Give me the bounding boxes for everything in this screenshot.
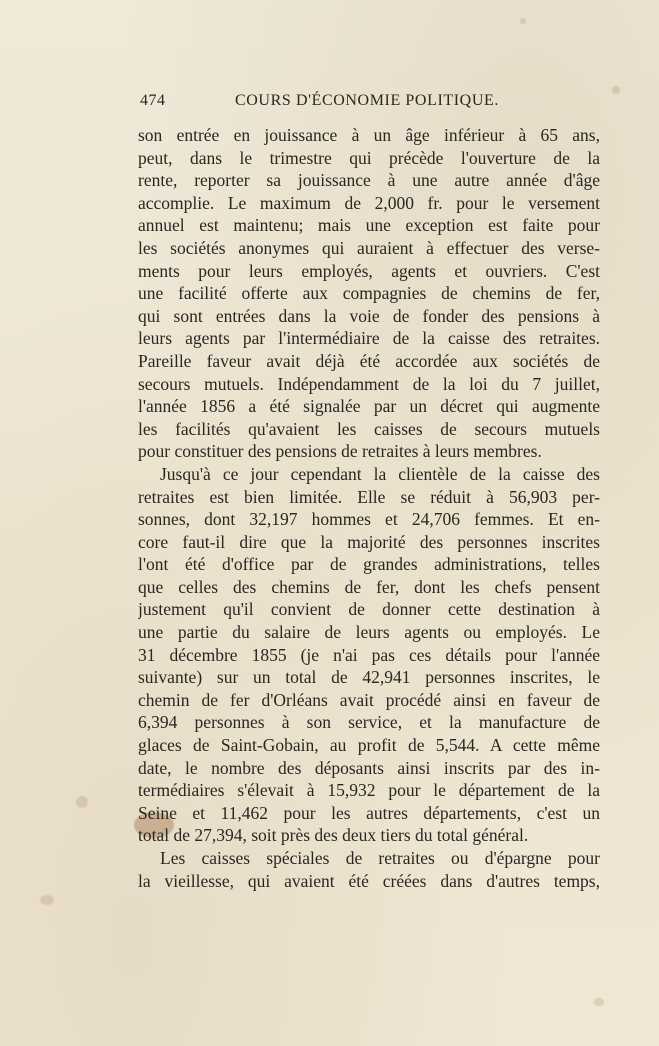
text-line: core faut-il dire que la majorité des personnes inscrites xyxy=(138,531,600,552)
text-line: peut, dans le trimestre qui précède l'ouverture de la xyxy=(138,147,600,168)
text-line: chemin de fer d'Orléans avait procédé ainsi en faveur de xyxy=(138,689,600,710)
paragraph xyxy=(138,124,600,463)
paragraph xyxy=(138,847,600,892)
text-line: termédiaires s'élevait à 15,932 pour le département de la xyxy=(138,780,600,801)
text-line: Seine et 11,462 pour les autres départements, c'est un xyxy=(138,802,600,823)
text-line: retraites est bien limitée. Elle se réduit à 56,903 per- xyxy=(138,486,600,507)
page-header xyxy=(140,92,600,116)
foxing-spot xyxy=(520,18,526,24)
body-text xyxy=(138,124,600,892)
page-number: 474 xyxy=(140,92,166,109)
text-line: qui sont entrées dans la voie de fonder des pensions à xyxy=(138,305,600,326)
foxing-spot xyxy=(612,86,620,94)
text-line: la vieillesse, qui avaient été créées dans d'autres temps, xyxy=(138,870,600,891)
text-line: rente, reporter sa jouissance à une autre année d'âge xyxy=(138,170,600,191)
text-line: suivante) sur un total de 42,941 personnes inscrites, le xyxy=(138,667,600,688)
text-line: l'année 1856 a été signalée par un décret qui augmente xyxy=(138,396,600,417)
text-line: Jusqu'à ce jour cependant la clientèle de la caisse des xyxy=(160,463,600,484)
text-line: 31 décembre 1855 (je n'ai pas ces détails pour l'année xyxy=(138,644,600,665)
text-line: l'ont été d'office par de grandes administrations, telles xyxy=(138,554,600,575)
foxing-spot xyxy=(594,998,604,1006)
text-line: date, le nombre des déposants ainsi inscrits par des in- xyxy=(138,757,600,778)
text-line: les facilités qu'avaient les caisses de secours mutuels xyxy=(138,418,600,439)
text-line: sonnes, dont 32,197 hommes et 24,706 femmes. Et en- xyxy=(138,509,600,530)
text-line: total de 27,394, soit près des deux tiers du total général. xyxy=(138,825,529,846)
text-line: les sociétés anonymes qui auraient à effectuer des verse- xyxy=(138,237,600,258)
text-line: secours mutuels. Indépendamment de la loi du 7 juillet, xyxy=(138,373,600,394)
text-line: pour constituer des pensions de retraites à leurs membres. xyxy=(138,441,542,462)
text-line: une partie du salaire de leurs agents ou employés. Le xyxy=(138,622,600,643)
text-line: 6,394 personnes à son service, et la manufacture de xyxy=(138,712,600,733)
text-line: Les caisses spéciales de retraites ou d'épargne pour xyxy=(160,848,600,868)
text-line: leurs agents par l'intermédiaire de la caisse des retraites. xyxy=(138,328,600,349)
paragraph xyxy=(138,463,600,847)
text-line: une facilité offerte aux compagnies de chemins de fer, xyxy=(138,283,600,304)
running-title: COURS D'ÉCONOMIE POLITIQUE. xyxy=(235,92,499,109)
text-line: annuel est maintenu; mais une exception est faite pour xyxy=(138,215,600,236)
text-line: accomplie. Le maximum de 2,000 fr. pour le versement xyxy=(138,192,600,213)
text-line: que celles des chemins de fer, dont les chefs pensent xyxy=(138,576,600,597)
text-line: son entrée en jouissance à un âge inférieur à 65 ans, xyxy=(138,125,600,145)
foxing-spot xyxy=(40,895,54,905)
text-line: Pareille faveur avait déjà été accordée aux sociétés de xyxy=(138,350,600,371)
text-line: justement qu'il convient de donner cette destination à xyxy=(138,599,600,620)
text-line: glaces de Saint-Gobain, au profit de 5,544. A cette même xyxy=(138,735,600,756)
foxing-spot xyxy=(76,796,88,808)
text-line: ments pour leurs employés, agents et ouvriers. C'est xyxy=(138,260,600,281)
